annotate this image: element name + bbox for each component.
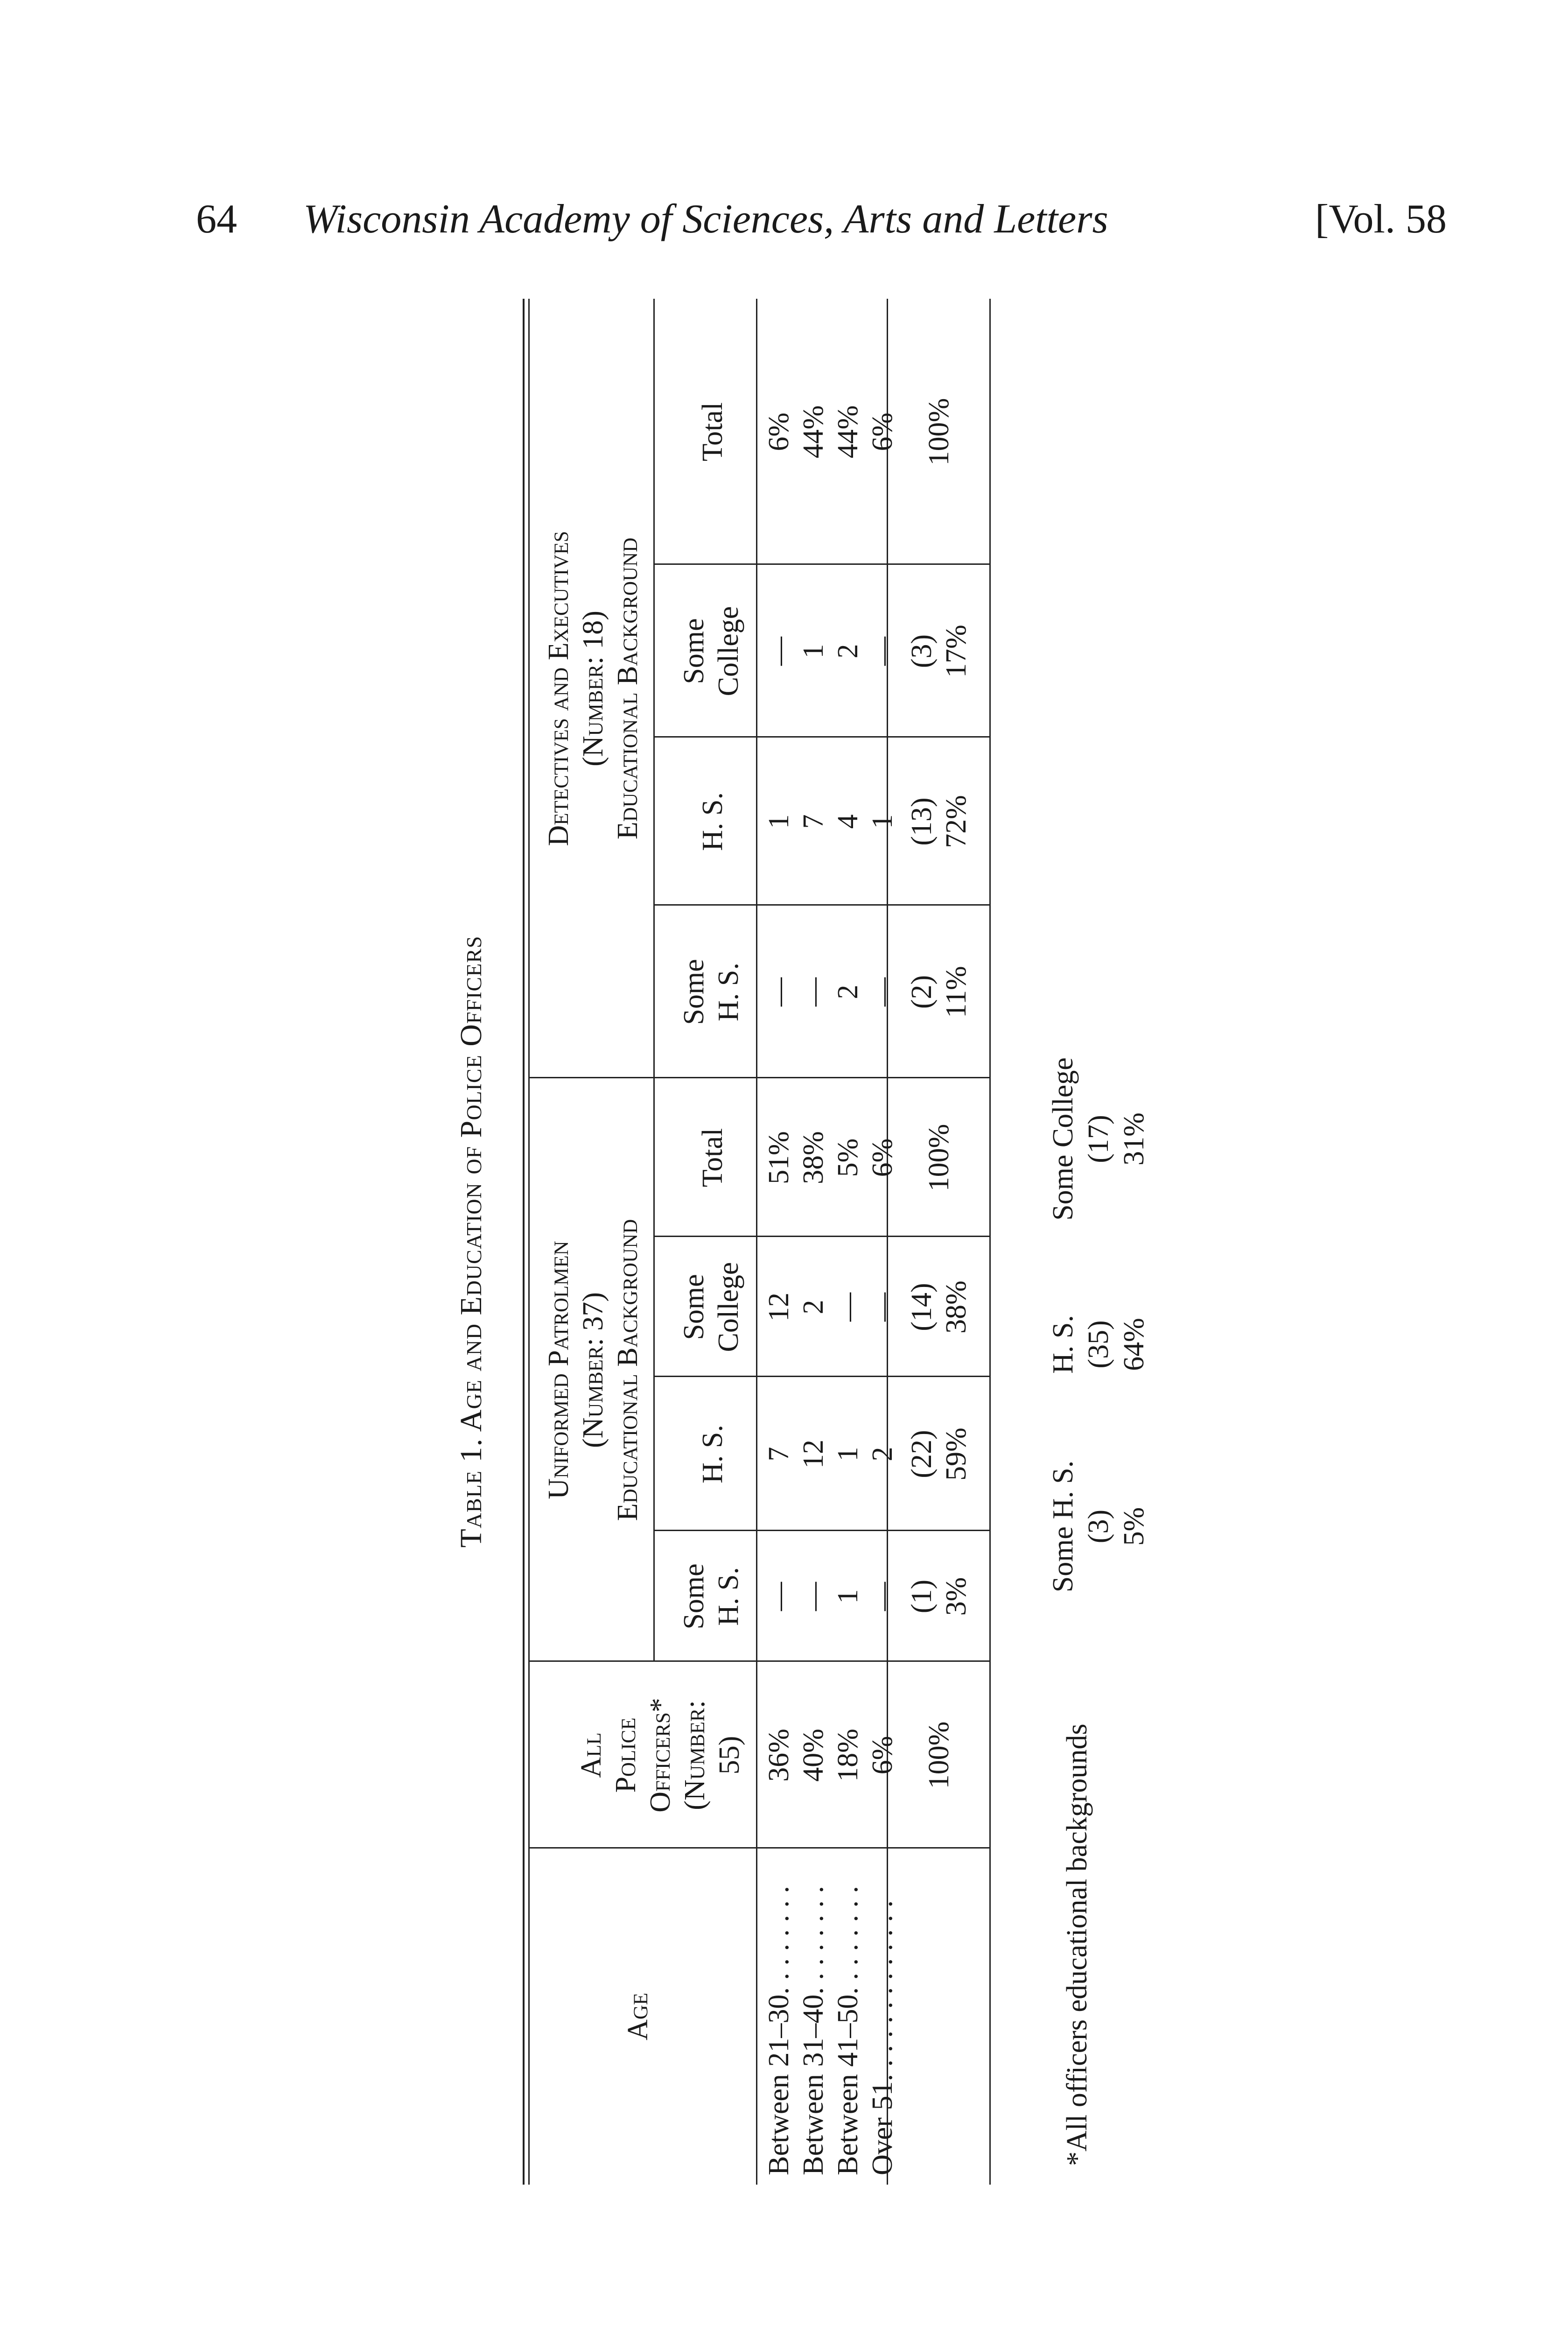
journal-title: Wisconsin Academy of Sciences, Arts and Letters xyxy=(303,197,1108,242)
pat-hs-values: 7 12 1 2 xyxy=(763,1440,898,1469)
footnote-some-hs: Some H. S. (3) 5% xyxy=(1047,1460,1150,1593)
det-hs-values: 1 7 4 1 xyxy=(763,814,898,829)
sub-header-pat-total: Total xyxy=(697,1128,728,1188)
sub-header-det-hs: H. S. xyxy=(697,792,728,851)
totals-bottom-rule xyxy=(989,299,991,2185)
sub-header-det-total: Total xyxy=(697,402,728,462)
sub-header-det-some-hs: Some H. S. xyxy=(678,959,744,1025)
pat-some-hs-total: (1) 3% xyxy=(906,1577,972,1616)
top-double-rule xyxy=(523,299,525,2185)
table-title: Table 1. Age and Education of Police Officers xyxy=(454,935,488,1548)
age-row-labels: Between 21–30. . . . . . . . Between 31–40. . . . . . . . Between 41–50. . . . . . . . Over 51. . . . . . . . . . . . . xyxy=(763,1886,898,2175)
age-education-table xyxy=(523,299,1041,2185)
pat-total-values: 51% 38% 5% 6% xyxy=(763,1131,898,1184)
page-number: 64 xyxy=(196,197,237,242)
footnote-hs: H. S. (35) 64% xyxy=(1047,1315,1150,1374)
sub-header-pat-some-college: Some College xyxy=(678,1262,744,1352)
pat-hs-total: (22) 59% xyxy=(906,1427,972,1481)
footnote-label: *All officers educational backgrounds xyxy=(1061,1723,1093,2166)
header-bottom-rule xyxy=(756,299,757,2185)
rotated-table-block xyxy=(439,299,1148,2185)
det-hs-total: (13) 72% xyxy=(906,795,972,848)
footnote-some-college: Some College (17) 31% xyxy=(1047,1057,1150,1221)
all-officers-values: 36% 40% 18% 6% xyxy=(763,1729,898,1782)
sub-header-det-some-college: Some College xyxy=(678,606,744,696)
pat-some-college-total: (14) 38% xyxy=(906,1280,972,1334)
header-detectives-executives: Detectives and Executives (Number: 18) Educational Background xyxy=(543,531,644,846)
top-double-rule-2 xyxy=(528,299,530,2185)
pat-some-college-values: 12 2 — — xyxy=(763,1293,898,1322)
running-header xyxy=(187,187,1447,252)
det-some-hs-values: — — 2 — xyxy=(763,977,898,1006)
det-some-college-values: — 1 2 — xyxy=(763,637,898,666)
pat-some-hs-values: — — 1 — xyxy=(763,1582,898,1611)
sub-header-pat-some-hs: Some H. S. xyxy=(678,1563,744,1630)
volume-label: [Vol. 58 xyxy=(1315,197,1447,242)
pat-total-total: 100% xyxy=(923,1124,955,1192)
det-total-total: 100% xyxy=(923,398,955,466)
group-rule xyxy=(653,299,655,1662)
all-officers-total: 100% xyxy=(923,1721,955,1789)
header-all-officers: All Police Officers* (Number: 55) xyxy=(575,1698,745,1813)
det-some-college-total: (3) 17% xyxy=(906,625,972,678)
table-footnote xyxy=(1045,299,1148,2166)
header-age: Age xyxy=(622,1992,654,2041)
sub-header-pat-hs: H. S. xyxy=(697,1425,728,1483)
det-total-values: 6% 44% 44% 6% xyxy=(763,405,898,458)
det-some-hs-total: (2) 11% xyxy=(906,966,972,1018)
header-uniformed-patrolmen: Uniformed Patrolmen (Number: 37) Educational Background xyxy=(543,1219,644,1521)
